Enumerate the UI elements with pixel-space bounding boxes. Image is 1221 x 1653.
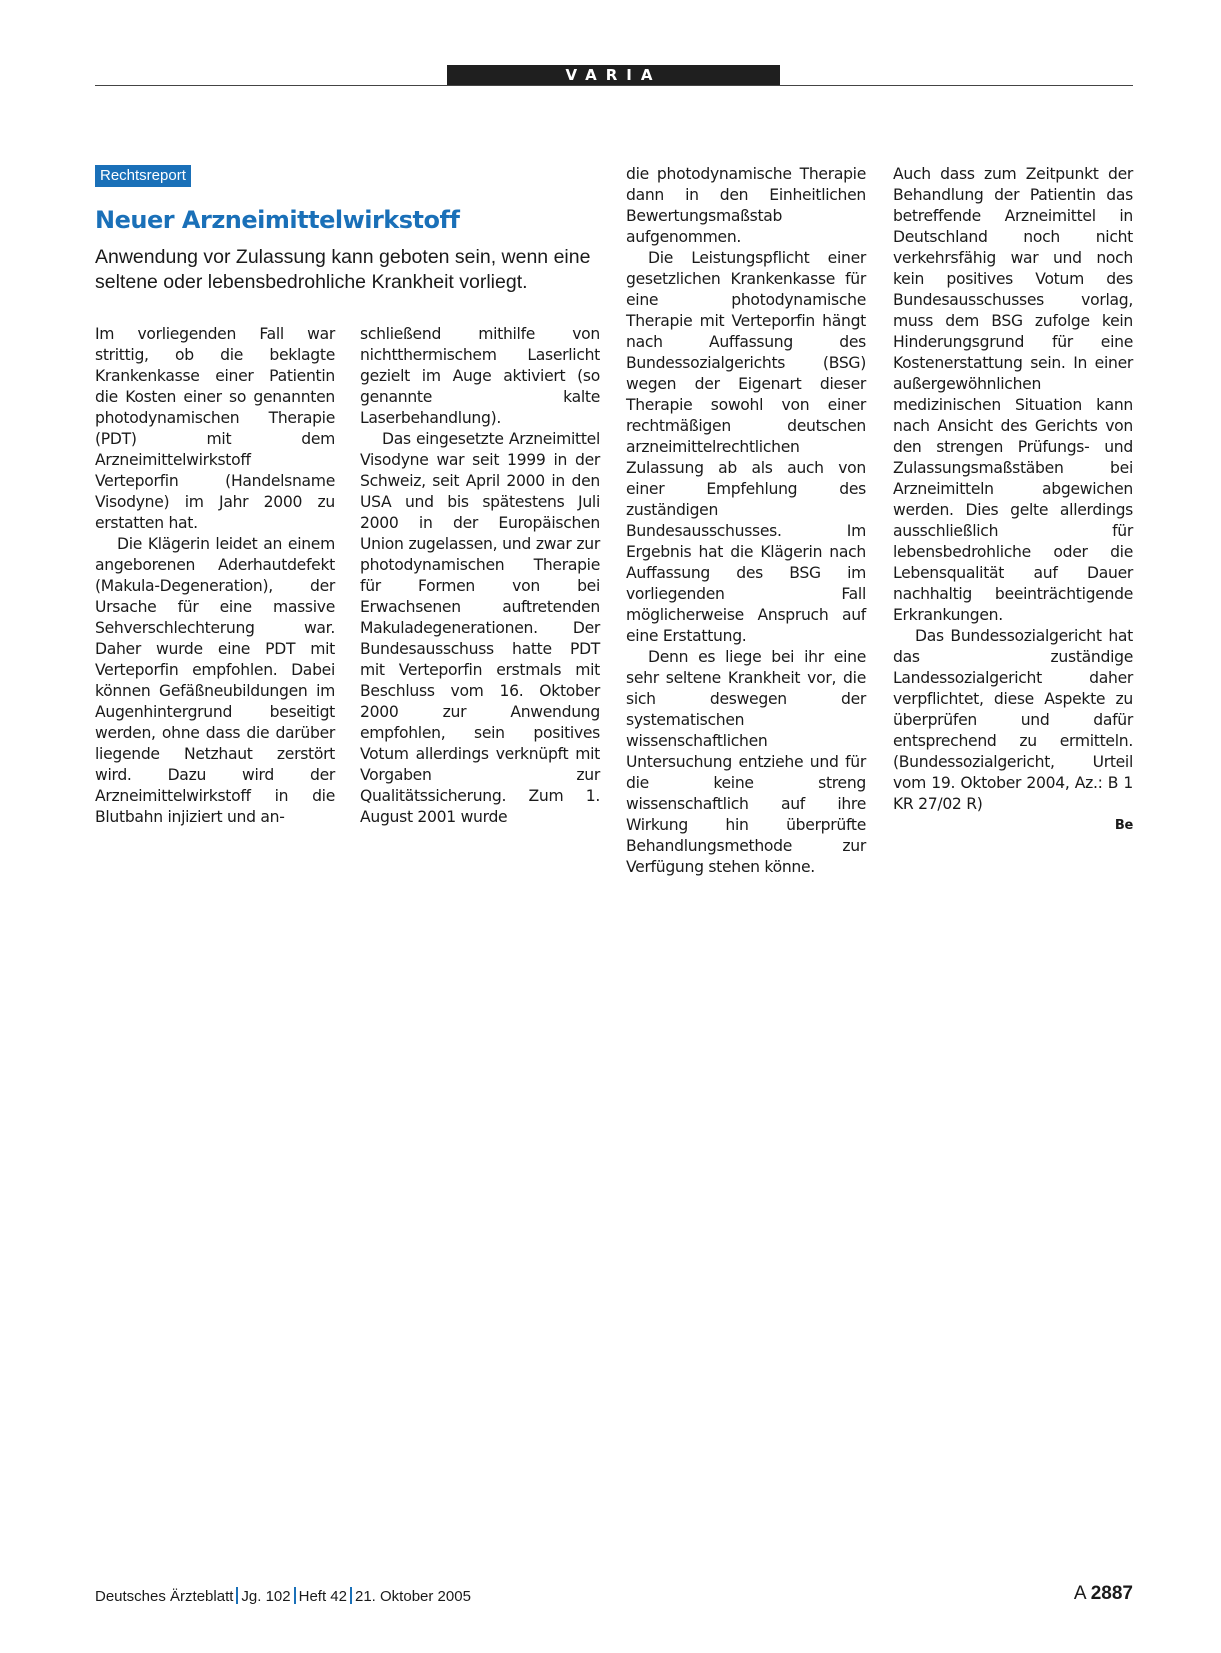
paragraph: Denn es liege bei ihr eine sehr seltene Krankheit vor, die sich deswegen der systematischen wissenschaftlichen Untersuchung entziehe und für die keine streng wissenschaftlich auf ihre Wirkung hin überprüfte Behandlungsmethode zur Verfügung stehen könne. [626, 648, 866, 876]
paragraph: die photodynamische Therapie dann in den Einheitlichen Bewertungsmaßstab aufgenommen. [626, 165, 866, 246]
footer-citation [95, 1587, 471, 1605]
text-column-4 [893, 164, 1133, 836]
journal-name: Deutsches Ärzteblatt [95, 1588, 234, 1605]
article-subtitle: Anwendung vor Zulassung kann geboten sein, wenn eine seltene oder lebensbedrohliche Krankheit vorliegt. [95, 246, 591, 293]
separator [294, 1587, 296, 1604]
article-title: Neuer Arzneimittelwirkstoff [95, 206, 460, 234]
paragraph: Die Klägerin leidet an einem angeborenen Aderhautdefekt (Makula-Degeneration), der Ursache für eine massive Sehverschlechterung war. Daher wurde eine PDT mit Verteporfin empfohlen. Dabei können Gefäßneubildungen im Augenhintergrund beseitigt werden, ohne dass die darüber liegende Netzhaut zerstört wird. Dazu wird der Arzneimittelwirkstoff in die Blutbahn injiziert und an- [95, 535, 335, 826]
volume: Jg. 102 [241, 1588, 291, 1605]
page-prefix: A [1073, 1583, 1086, 1604]
paragraph: Auch dass zum Zeitpunkt der Behandlung der Patientin das betreffende Arzneimittel in Deutschland noch nicht verkehrsfähig war und noch kein positives Votum des Bundesausschusses vorlag, muss dem BSG zufolge kein Hinderungsgrund für eine Kostenerstattung sein. In einer außergewöhnlichen medizinischen Situation kann nach Ansicht des Gerichts von den strengen Prüfungs- und Zulassungsmaßstäben bei Arzneimitteln abgewichen werden. Dies gelte allerdings ausschließlich für lebensbedrohliche oder die Lebensqualität auf Dauer nachhaltig beeinträchtigende Erkrankungen. [893, 165, 1133, 624]
paragraph: Die Leistungspflicht einer gesetzlichen Krankenkasse für eine photodynamische Therapie mit Verteporfin hängt nach Auffassung des Bundessozialgerichts (BSG) wegen der Eigenart dieser Therapie sowohl von einer rechtmäßigen deutschen arzneimittelrechtlichen Zulassung ab als auch von einer Empfehlung des zuständigen Bundesausschusses. Im Ergebnis hat die Klägerin nach Auffassung des BSG im vorliegenden Fall möglicherweise Anspruch auf eine Erstattung. [626, 249, 866, 645]
issue-date: 21. Oktober 2005 [355, 1588, 471, 1605]
page-number-value: 2887 [1090, 1583, 1133, 1604]
paragraph: Das Bundessozialgericht hat das zuständige Landessozialgericht daher verpflichtet, diese Aspekte zu überprüfen und dafür entsprechend zu ermitteln. (Bundessozialgericht, Urteil vom 19. Oktober 2004, Az.: B 1 KR 27/02 R) [893, 627, 1133, 813]
issue: Heft 42 [298, 1588, 347, 1605]
paragraph: Im vorliegenden Fall war strittig, ob die beklagte Krankenkasse einer Patientin die Kosten einer so genannten photodynamischen Therapie (PDT) mit dem Arzneimittelwirkstoff Verteporfin (Handelsname Visodyne) im Jahr 2000 zu erstatten hat. [95, 325, 335, 532]
text-column-2 [360, 324, 600, 828]
section-header: VARIA [447, 65, 780, 86]
separator [236, 1587, 238, 1604]
rubric-tag: Rechtsreport [95, 165, 191, 187]
separator [350, 1587, 352, 1604]
paragraph: schließend mithilfe von nichtthermischem Laserlicht gezielt im Auge aktiviert (so genannte kalte Laserbehandlung). [360, 325, 600, 427]
paragraph: Das eingesetzte Arzneimittel Visodyne war seit 1999 in der Schweiz, seit April 2000 in den USA und bis spätestens Juli 2000 in der Europäischen Union zugelassen, und zwar zur photodynamischen Therapie für Formen von bei Erwachsenen auftretenden Makuladegenerationen. Der Bundesausschuss hatte PDT mit Verteporfin erstmals mit Beschluss vom 16. Oktober 2000 zur Anwendung empfohlen, sein positives Votum allerdings verknüpft mit Vorgaben zur Qualitätssicherung. Zum 1. August 2001 wurde [360, 430, 600, 826]
author-initials: Be [1114, 818, 1133, 833]
header-rule [95, 85, 1133, 86]
text-column-3 [626, 164, 866, 878]
text-column-1 [95, 324, 335, 828]
page-number [1074, 1583, 1133, 1605]
